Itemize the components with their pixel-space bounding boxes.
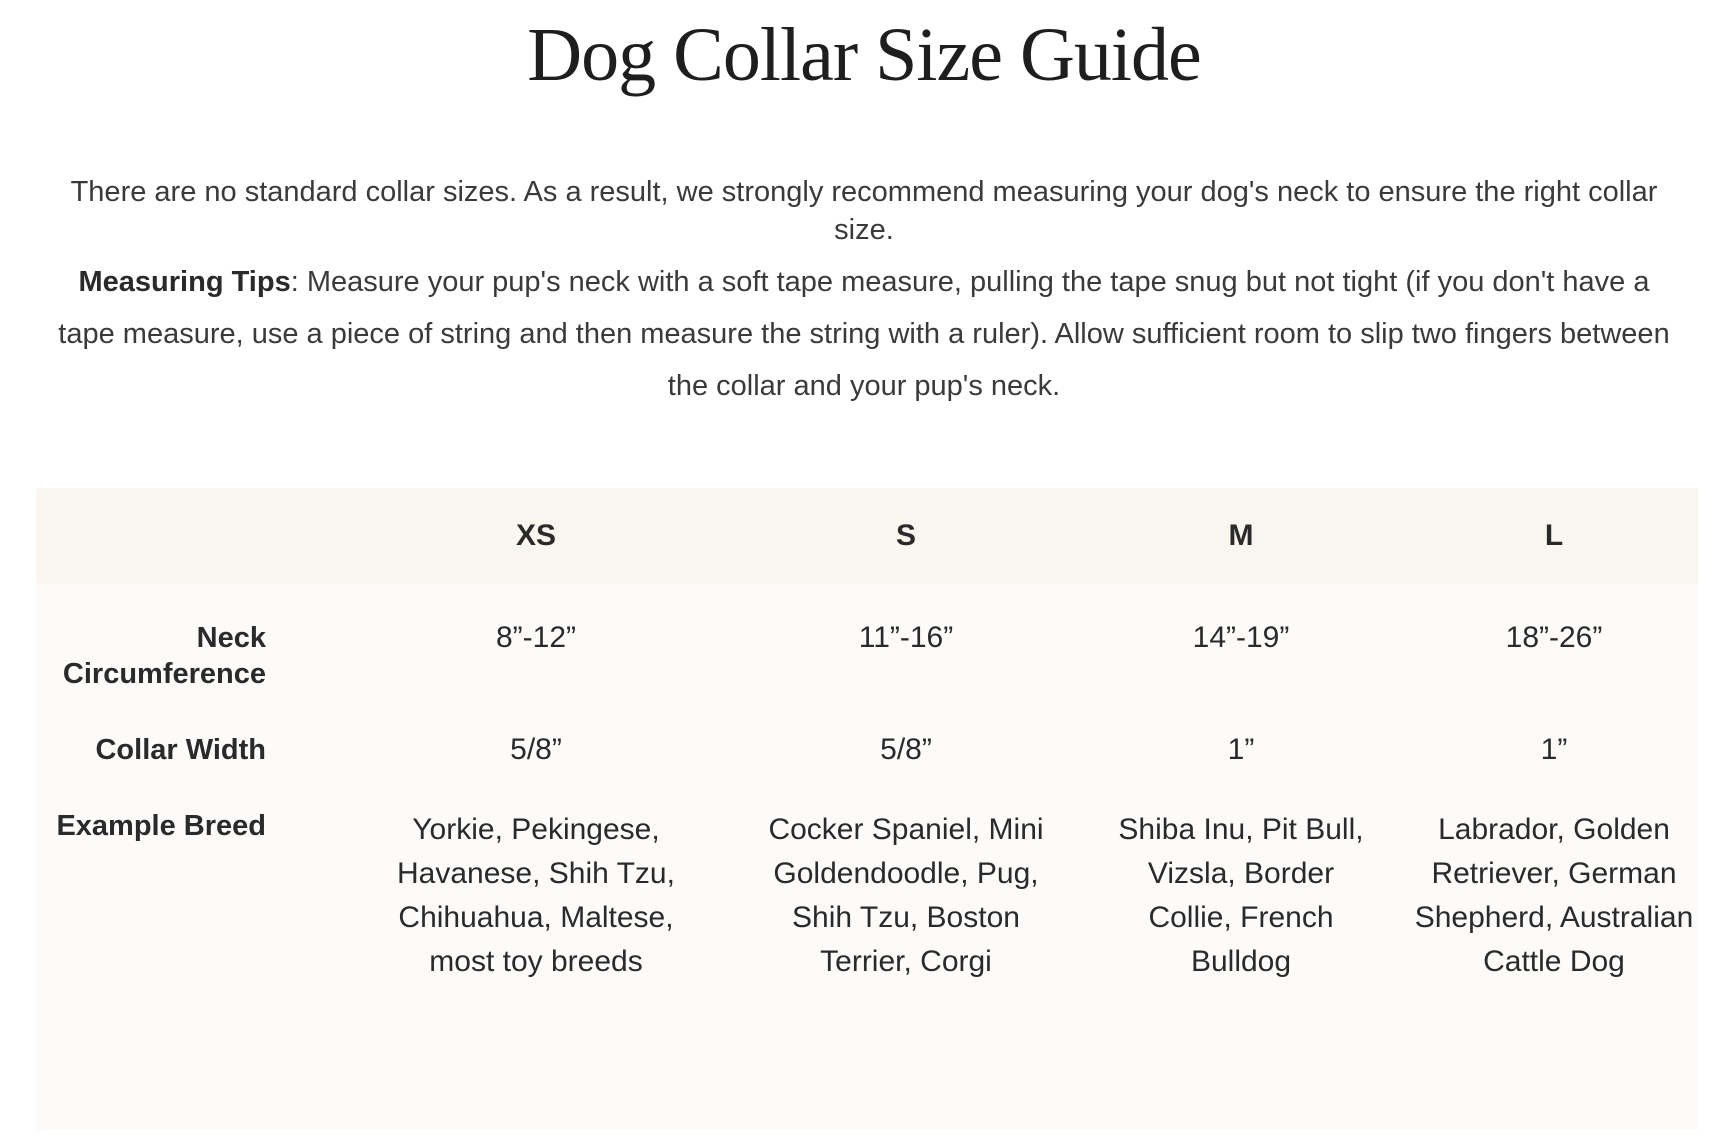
- measuring-tips-label: Measuring Tips: [78, 266, 291, 298]
- intro-text: There are no standard collar sizes. As a result, we strongly recommend measuring your dog's neck to ensure the right collar size.: [70, 176, 1658, 246]
- column-header-s: S: [895, 519, 916, 552]
- cell-breed-xs: Yorkie, Pekingese, Havanese, Shih Tzu, Chihuahua, Maltese, most toy breeds: [397, 813, 675, 978]
- row-label-collar-width: Collar Width: [95, 734, 266, 766]
- measuring-tips: [48, 256, 1680, 412]
- cell-neck-l: 18”-26”: [1505, 621, 1603, 654]
- measuring-tips-text: : Measure your pup's neck with a soft tape measure, pulling the tape snug but not tight (if you don't have a tape measure, use a piece of string and then measure the string with a ruler). Allow sufficient room to slip two fingers between the collar and your pup's neck.: [58, 266, 1670, 402]
- cell-neck-s: 11”-16”: [858, 621, 954, 654]
- cell-neck-m: 14”-19”: [1192, 621, 1290, 654]
- page-title: Dog Collar Size Guide: [527, 13, 1201, 97]
- cell-neck-xs: 8”-12”: [495, 621, 577, 654]
- row-label-example-breed: Example Breed: [56, 810, 266, 842]
- cell-breed-s: Cocker Spaniel, Mini Goldendoodle, Pug, Shih Tzu, Boston Terrier, Corgi: [768, 813, 1044, 978]
- cell-width-s: 5/8”: [880, 733, 932, 766]
- column-header-l: L: [1544, 519, 1564, 552]
- column-header-m: M: [1228, 519, 1254, 552]
- cell-width-l: 1”: [1540, 733, 1568, 766]
- column-header-xs: XS: [515, 519, 557, 552]
- cell-breed-m: Shiba Inu, Pit Bull, Vizsla, Border Collie, French Bulldog: [1118, 813, 1364, 978]
- cell-width-m: 1”: [1227, 733, 1255, 766]
- row-label-neck-circumference: Neck Circumference: [62, 622, 266, 690]
- table-header: [36, 488, 1698, 584]
- cell-width-xs: 5/8”: [510, 733, 562, 766]
- size-table: [36, 488, 1698, 1130]
- cell-breed-l: Labrador, Golden Retriever, German Shepherd, Australian Cattle Dog: [1414, 813, 1694, 978]
